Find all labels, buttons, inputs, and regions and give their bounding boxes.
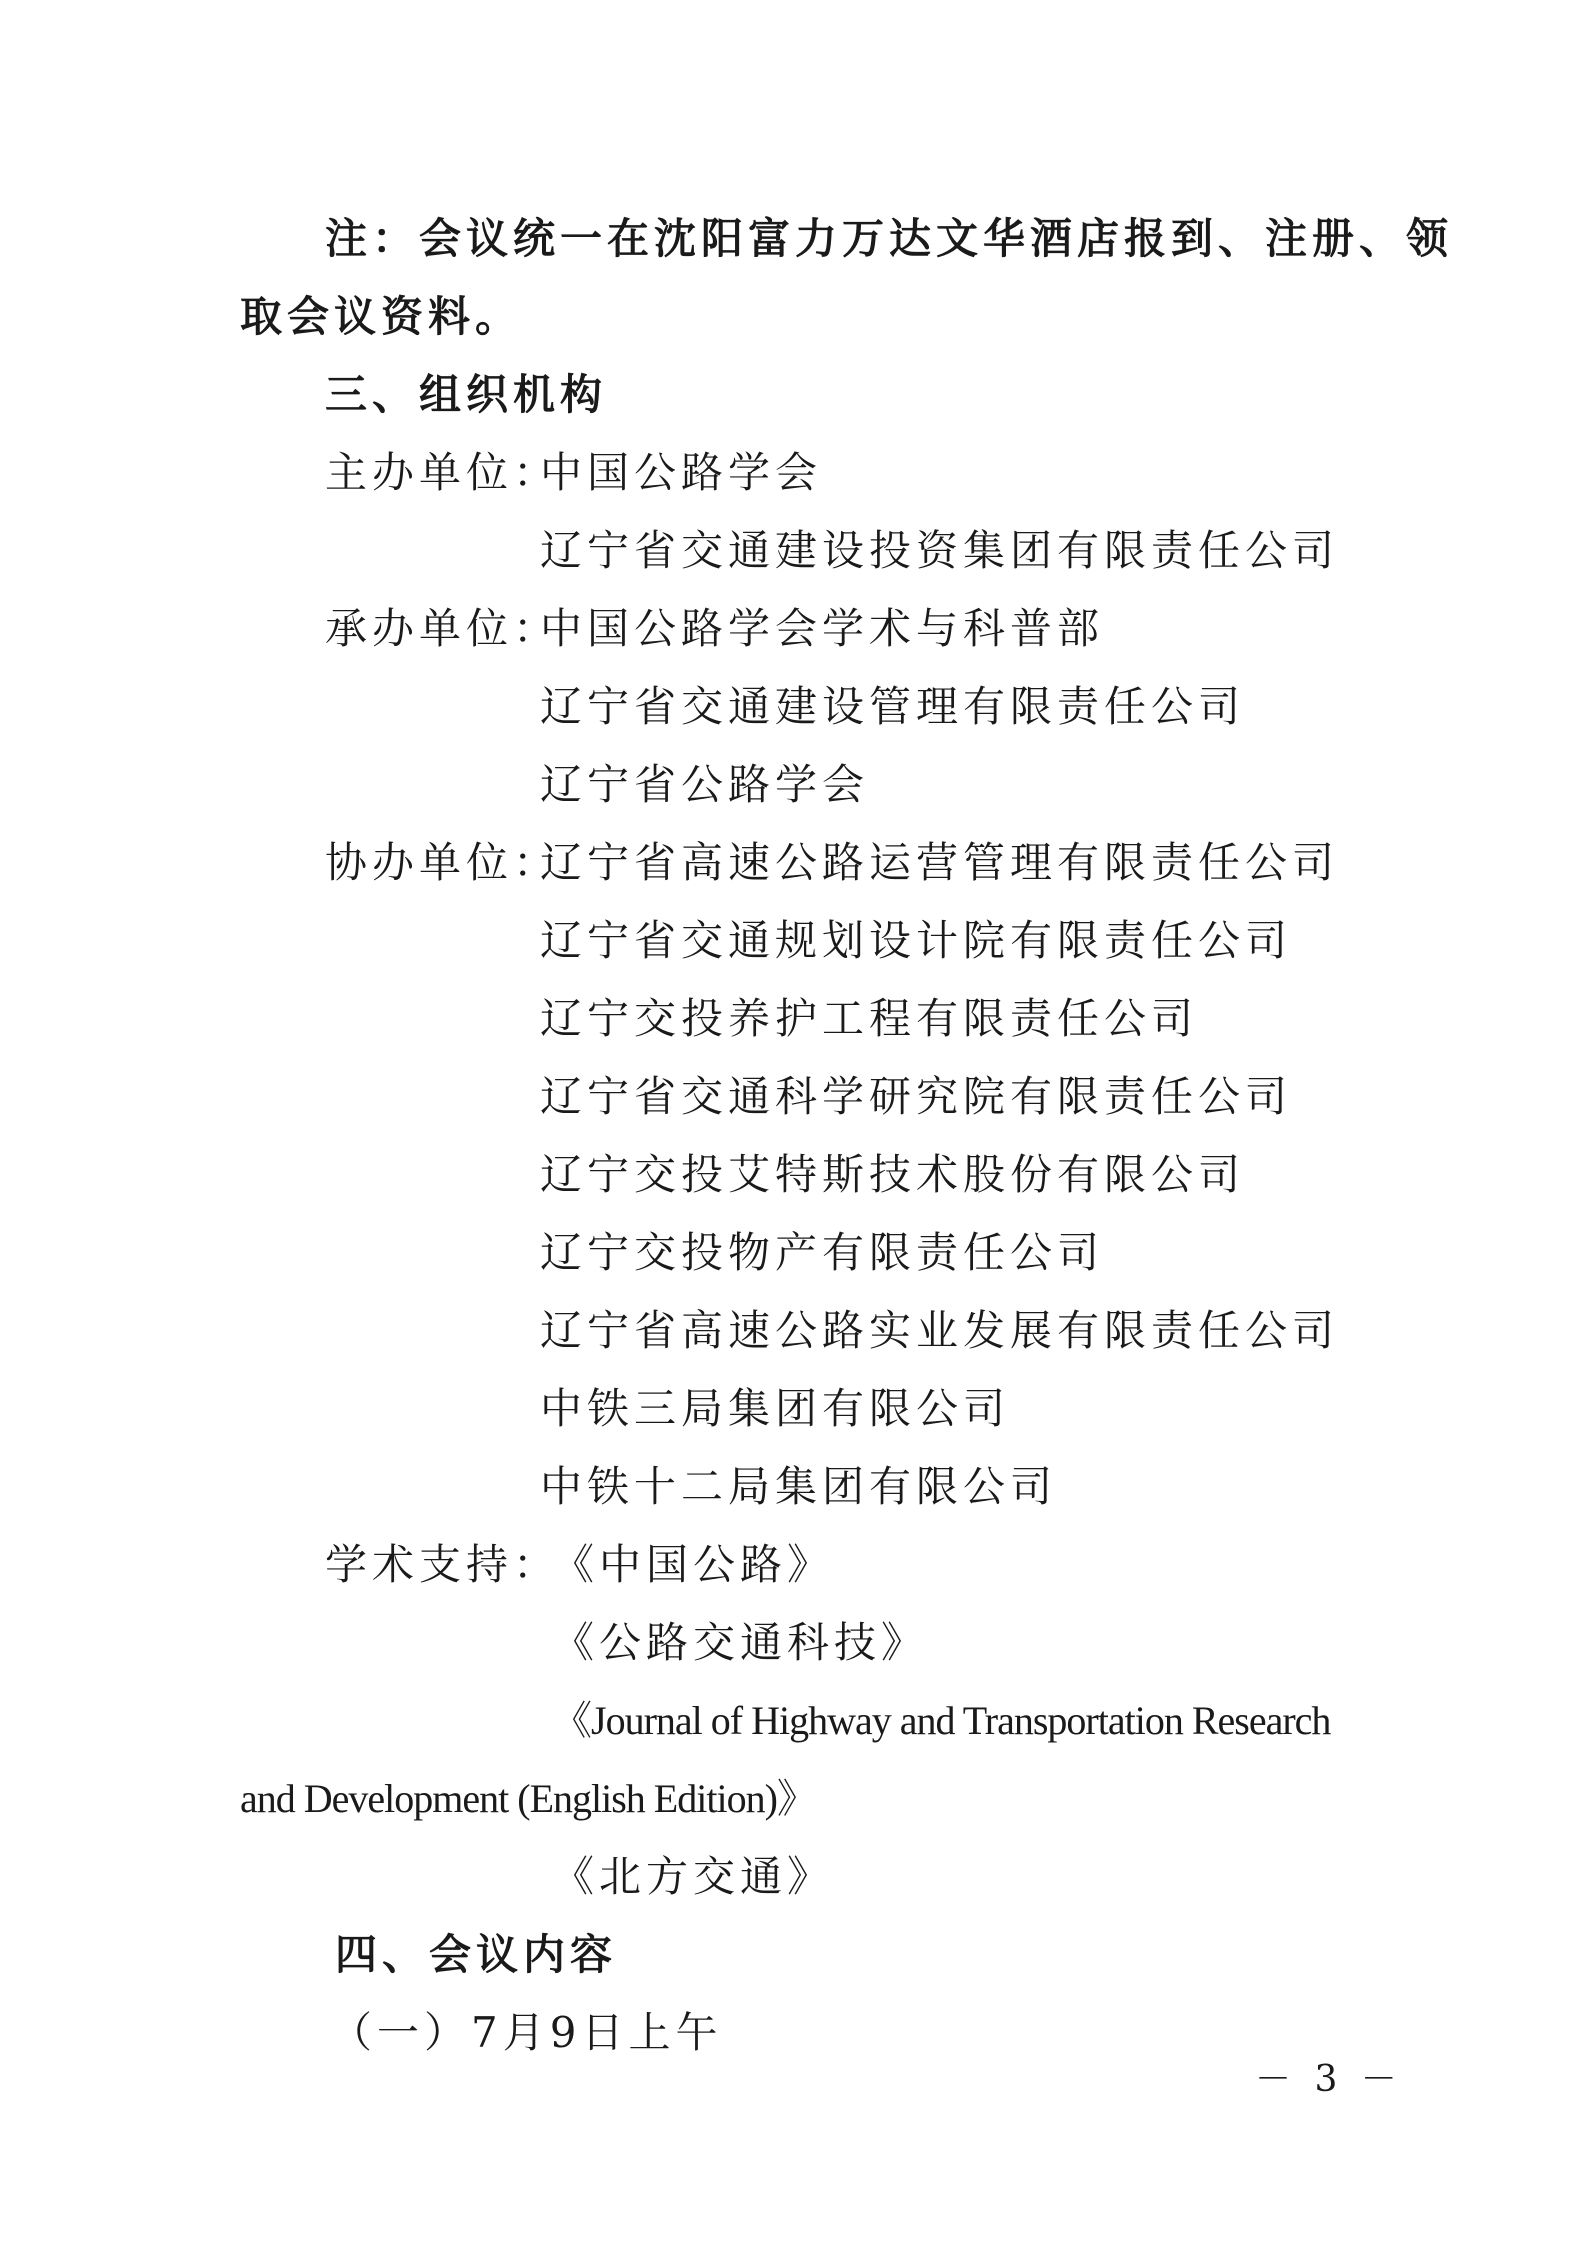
section-4-heading: 四、会议内容 <box>335 1930 618 1979</box>
organizer-item: 中国公路学会学术与科普部 <box>540 604 1105 653</box>
note-line-2: 取会议资料。 <box>240 292 523 341</box>
host-item: 中国公路学会 <box>540 448 823 497</box>
journal-title-line-1: 《Journal of Highway and Transportation Research <box>552 1698 1331 1743</box>
co-organizer-item: 辽宁省高速公路实业发展有限责任公司 <box>540 1306 1340 1355</box>
section-4-subheading: （一）7月9日上午 <box>330 2008 723 2057</box>
page-number: － 3 － <box>1255 2059 1403 2100</box>
section-3-heading: 三、组织机构 <box>325 370 608 419</box>
journal-title-line-2: and Development (English Edition)》 <box>240 1776 816 1821</box>
co-organizer-item: 辽宁交投养护工程有限责任公司 <box>540 994 1199 1043</box>
co-organizer-item: 中铁十二局集团有限公司 <box>540 1462 1058 1511</box>
academic-support-label: 学术支持： <box>325 1540 561 1589</box>
academic-support-item: 《公路交通科技》 <box>552 1618 929 1667</box>
co-organizer-item: 辽宁交投艾特斯技术股份有限公司 <box>540 1150 1246 1199</box>
academic-support-item: 《中国公路》 <box>552 1540 835 1589</box>
organizer-item: 辽宁省公路学会 <box>540 760 870 809</box>
co-organizer-item: 辽宁省交通规划设计院有限责任公司 <box>540 916 1293 965</box>
host-label: 主办单位： <box>325 448 561 497</box>
co-organizer-item: 辽宁交投物产有限责任公司 <box>540 1228 1105 1277</box>
co-organizer-item: 辽宁省高速公路运营管理有限责任公司 <box>540 838 1340 887</box>
co-organizer-item: 中铁三局集团有限公司 <box>540 1384 1011 1433</box>
note-line-1: 注：会议统一在沈阳富力万达文华酒店报到、注册、领 <box>325 214 1454 263</box>
organizer-label: 承办单位： <box>325 604 561 653</box>
co-organizer-label: 协办单位： <box>325 838 561 887</box>
academic-support-item: 《北方交通》 <box>552 1852 835 1901</box>
co-organizer-item: 辽宁省交通科学研究院有限责任公司 <box>540 1072 1293 1121</box>
host-item: 辽宁省交通建设投资集团有限责任公司 <box>540 526 1340 575</box>
organizer-item: 辽宁省交通建设管理有限责任公司 <box>540 682 1246 731</box>
